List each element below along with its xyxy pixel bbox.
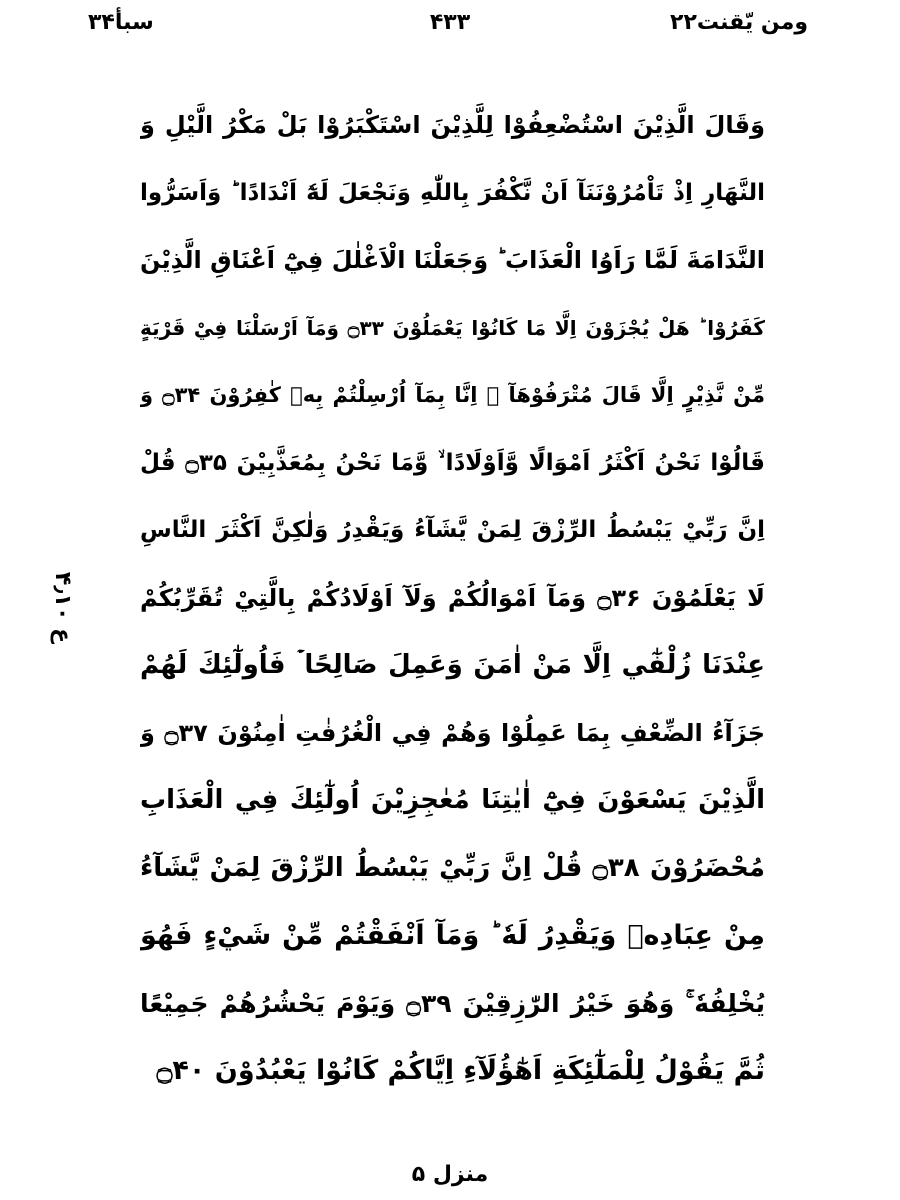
text-line: يُخْلِفُهٗ ۚ وَهُوَ خَيْرُ الرّٰزِقِيْنَ ۝۳۹ وَيَوْمَ يَحْشُرُهُمْ جَمِيْعًا bbox=[140, 988, 765, 1018]
text-line: قَالُوْا نَحْنُ اَكْثَرُ اَمْوَالًا وَّاَوْلَادًا ۙ وَّمَا نَحْنُ بِمُعَذَّبِيْنَ ۝۳۵ قُلْ bbox=[140, 449, 765, 476]
text-line: اِنَّ رَبِّيْ يَبْسُطُ الرِّزْقَ لِمَنْ يَّشَآءُ وَيَقْدِرُ وَلٰكِنَّ اَكْثَرَ النَّاسِ bbox=[140, 517, 765, 543]
text-line: الَّذِيْنَ يَسْعَوْنَ فِيْٓ اٰيٰتِنَا مُعٰجِزِيْنَ اُولٰٓئِكَ فِي الْعَذَابِ bbox=[140, 785, 765, 815]
text-line: مِنْ عِبَادِهٖ وَيَقْدِرُ لَهٗ ؕ وَمَآ اَنْفَقْتُمْ مِّنْ شَيْءٍ فَهُوَ bbox=[140, 920, 765, 951]
ruku-marker-text: ع ۴٫۱۰ bbox=[50, 571, 76, 643]
text-line: جَزَآءُ الضِّعْفِ بِمَا عَمِلُوْا وَهُمْ فِي الْغُرُفٰتِ اٰمِنُوْنَ ۝۳۷ وَ bbox=[140, 718, 765, 747]
text-line: مُحْضَرُوْنَ ۝۳۸ قُلْ اِنَّ رَبِّيْ يَبْسُطُ الرِّزْقَ لِمَنْ يَّشَآءُ bbox=[140, 852, 765, 883]
text-line: كَفَرُوْا ؕ هَلْ يُجْزَوْنَ اِلَّا مَا كَانُوْا يَعْمَلُوْنَ ۝۳۳ وَمَآ اَرْسَلْنَا فِيْ قَرْيَةٍ bbox=[140, 315, 765, 340]
ruku-marker bbox=[28, 572, 98, 642]
text-line: عِنْدَنَا زُلْفٰٓي اِلَّا مَنْ اٰمَنَ وَعَمِلَ صَالِحًا ۡ فَاُولٰٓئِكَ لَهُمْ bbox=[140, 650, 765, 680]
page-number: ۴۳۳ bbox=[429, 10, 471, 35]
text-line: ثُمَّ يَقُوْلُ لِلْمَلٰٓئِكَةِ اَهٰٓؤُلَآءِ اِيَّاكُمْ كَانُوْا يَعْبُدُوْنَ ۝۴۰ bbox=[156, 1055, 765, 1086]
text-line: وَقَالَ الَّذِيْنَ اسْتُضْعِفُوْا لِلَّذِيْنَ اسْتَكْبَرُوْا بَلْ مَكْرُ الَّيْلِ وَ bbox=[140, 111, 765, 139]
manzil-footer: منزل ۵ bbox=[411, 1162, 489, 1187]
surah-name: سبأ۳۴ bbox=[88, 10, 154, 35]
verse-text-block bbox=[140, 92, 765, 1105]
text-line: النَّدَامَةَ لَمَّا رَاَوُا الْعَذَابَ ؕ وَجَعَلْنَا الْاَغْلٰلَ فِيْٓ اَعْنَاقِ الَّذِيْنَ bbox=[140, 246, 765, 274]
text-line: النَّهَارِ اِذْ تَاْمُرُوْنَنَآ اَنْ نَّكْفُرَ بِاللّٰهِ وَنَجْعَلَ لَهٗٓ اَنْدَادًا ؕ وَاَسَرُّوا bbox=[140, 179, 765, 206]
page-header bbox=[0, 6, 900, 40]
text-line: لَا يَعْلَمُوْنَ ۝۳۶ وَمَآ اَمْوَالُكُمْ وَلَآ اَوْلَادُكُمْ بِالَّتِيْ تُقَرِّبُكُمْ bbox=[140, 583, 765, 612]
juz-name: ومن یّقنت۲۲ bbox=[670, 10, 808, 35]
text-line: مِّنْ نَّذِيْرٍ اِلَّا قَالَ مُتْرَفُوْهَآ ۙ اِنَّا بِمَآ اُرْسِلْتُمْ بِهٖ كٰفِرُوْنَ ۝۳۴ وَ bbox=[140, 383, 765, 407]
